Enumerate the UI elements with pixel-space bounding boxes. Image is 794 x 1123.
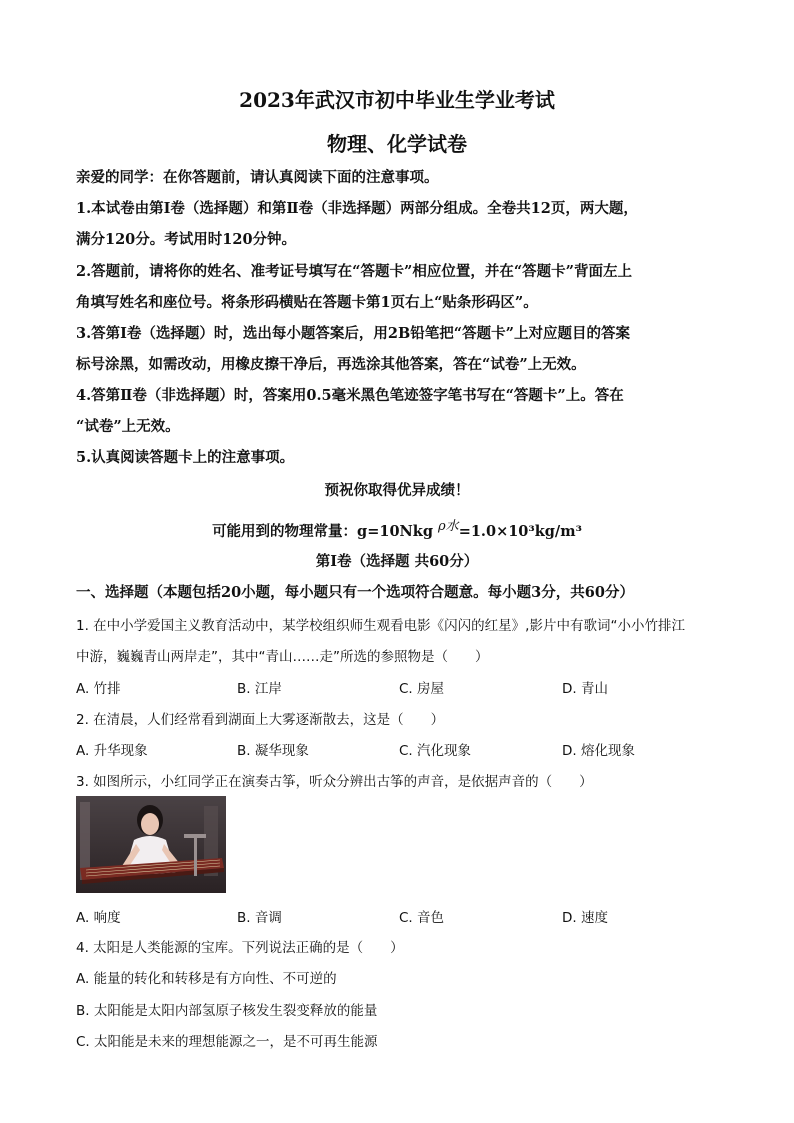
notice-line: 5.认真阅读答题卡上的注意事项。 bbox=[76, 449, 295, 466]
question-2-stem: 2. 在清晨，人们经常看到湖面上大雾逐渐散去，这是（ ） bbox=[76, 712, 445, 728]
question-4-option-b[interactable]: B. 太阳能是太阳内部氢原子核发生裂变释放的能量 bbox=[76, 1003, 378, 1019]
question-1-option-a[interactable]: A. 竹排 bbox=[76, 681, 121, 697]
question-1-option-d[interactable]: D. 青山 bbox=[562, 681, 608, 697]
constants-prefix: 可能用到的物理常量：g=10Nkg bbox=[212, 522, 433, 540]
notice-line: 4.答第Ⅱ卷（非选择题）时，答案用0.5毫米黑色笔迹签字笔书写在“答题卡”上。答在 bbox=[76, 387, 624, 404]
notice-line: 3.答第Ⅰ卷（选择题）时，选出每小题答案后，用2B铅笔把“答题卡”上对应题目的答案 bbox=[76, 325, 630, 342]
question-4-option-c[interactable]: C. 太阳能是未来的理想能源之一，是不可再生能源 bbox=[76, 1034, 378, 1050]
question-1-stem: 1. 在中小学爱国主义教育活动中，某学校组织师生观看电影《闪闪的红星》,影片中有歌词“小小竹排江 bbox=[76, 618, 685, 634]
rho-water-symbol: ρ水 bbox=[438, 519, 459, 534]
question-2-option-c[interactable]: C. 汽化现象 bbox=[399, 743, 472, 759]
notice-line: 满分120分。考试用时120分钟。 bbox=[76, 231, 297, 248]
question-3-option-a[interactable]: A. 响度 bbox=[76, 910, 121, 926]
question-1-option-b[interactable]: B. 江岸 bbox=[237, 681, 282, 697]
notice-line: 角填写姓名和座位号。将条形码横贴在答题卡第1页右上“贴条形码区”。 bbox=[76, 294, 538, 311]
question-3-option-d[interactable]: D. 速度 bbox=[562, 910, 608, 926]
physics-constants bbox=[0, 515, 794, 541]
notice-line: 2.答题前，请将你的姓名、准考证号填写在“答题卡”相应位置，并在“答题卡”背面左上 bbox=[76, 263, 632, 280]
question-3-option-c[interactable]: C. 音色 bbox=[399, 910, 445, 926]
part1-title: 第Ⅰ卷（选择题 共60分） bbox=[315, 553, 479, 570]
question-3-option-b[interactable]: B. 音调 bbox=[237, 910, 282, 926]
question-1-option-c[interactable]: C. 房屋 bbox=[399, 681, 445, 697]
notice-greeting: 亲爱的同学：在你答题前，请认真阅读下面的注意事项。 bbox=[76, 169, 439, 186]
question-2-option-a[interactable]: A. 升华现象 bbox=[76, 743, 148, 759]
question-4-option-a[interactable]: A. 能量的转化和转移是有方向性、不可逆的 bbox=[76, 971, 337, 987]
notice-line: 1.本试卷由第Ⅰ卷（选择题）和第Ⅱ卷（非选择题）两部分组成。全卷共12页，两大题， bbox=[76, 200, 638, 217]
notice-line: 标号涂黑，如需改动，用橡皮擦干净后，再选涂其他答案，答在“试卷”上无效。 bbox=[76, 356, 586, 373]
question-1-stem: 中游，巍巍青山两岸走”，其中“青山……走”所选的参照物是（ ） bbox=[76, 649, 489, 665]
notice-line: “试卷”上无效。 bbox=[76, 418, 180, 435]
question-2-option-b[interactable]: B. 凝华现象 bbox=[237, 743, 309, 759]
question-2-option-d[interactable]: D. 熔化现象 bbox=[562, 743, 635, 759]
guzheng-performance-photo bbox=[76, 796, 226, 893]
good-luck-wish: 预祝你取得优异成绩！ bbox=[324, 482, 470, 499]
section-heading: 一、选择题（本题包括20小题，每小题只有一个选项符合题意。每小题3分，共60分） bbox=[76, 584, 634, 601]
exam-subtitle: 物理、化学试卷 bbox=[327, 132, 467, 156]
question-3-stem: 3. 如图所示，小红同学正在演奏古筝，听众分辨出古筝的声音，是依据声音的（ ） bbox=[76, 774, 593, 790]
constants-suffix: =1.0×10³kg/m³ bbox=[458, 522, 582, 540]
question-4-stem: 4. 太阳是人类能源的宝库。下列说法正确的是（ ） bbox=[76, 940, 404, 956]
exam-title: 2023年武汉市初中毕业生学业考试 bbox=[239, 88, 555, 112]
